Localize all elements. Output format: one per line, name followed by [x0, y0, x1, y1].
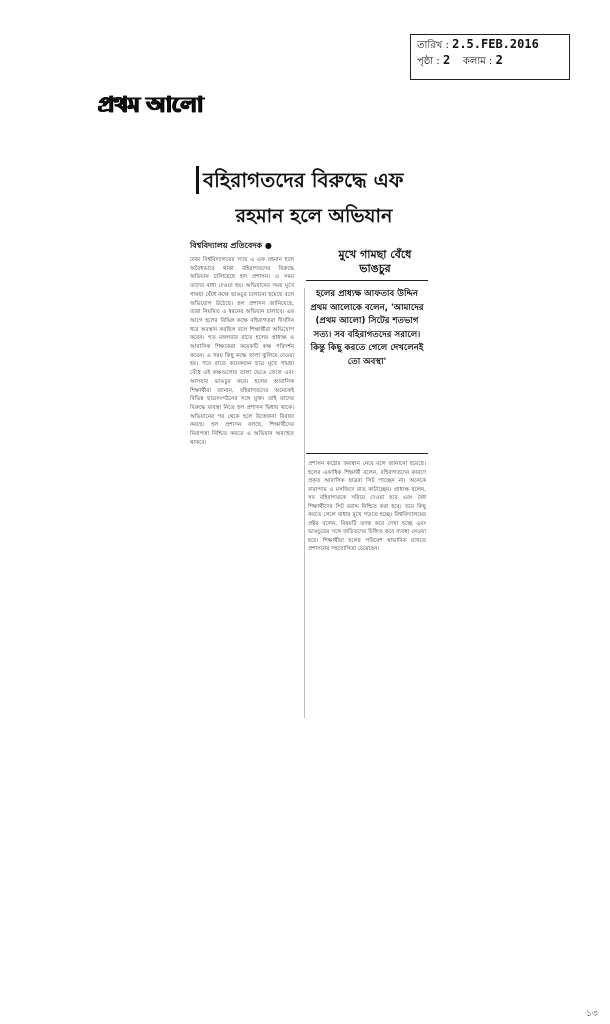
- subhead-divider: [306, 280, 428, 281]
- body-column-1: ঢাকা বিশ্ববিদ্যালয়ের স্যার এ এফ রহমান হলে অবৈধভাবে থাকা বহিরাগতদের বিরুদ্ধে অভিযান চালিয়েছে হল প্রশাসন। এ সময় তাদের বাধা দেওয়া হয়। অভিযানের সময় মুখে গামছা বেঁধে কক্ষে ভাঙচুর চালানো হয়েছে বলে অভিযোগ উঠেছে। হল প্রশাসন জানিয়েছে, তারা নিয়মিত এ ধরনের অভিযান চালাবে। এর আগে হলের বিভিন্ন কক্ষে বহিরাগতরা দীর্ঘদিন ধরে অবস্থান করছিল বলে শিক্ষার্থীরা অভিযোগ করেন। গত মঙ্গলবার রাতে হলের প্রাধ্যক্ষ ও আবাসিক শিক্ষকেরা কয়েকটি কক্ষ পরিদর্শন করেন। এ সময় কিছু কক্ষে তালা ঝুলিয়ে দেওয়া হয়। পরে রাতে কয়েকজন ছাত্র মুখে গামছা বেঁধে ওই কক্ষগুলোর তালা ভেঙে ফেলে এবং আসবাব ভাঙচুর করে। হলের আবাসিক শিক্ষার্থীরা জানান, বহিরাগতদের অনেকেই বিভিন্ন ছাত্রসংগঠনের সঙ্গে যুক্ত। তাই তাদের বিরুদ্ধে ব্যবস্থা নিতে হল প্রশাসন দ্বিধায় থাকে। অভিযানের পর থেকে হলে উত্তেজনা বিরাজ করছে। হল প্রশাসন বলছে, শিক্ষার্থীদের নিরাপত্তা নিশ্চিত করতে এ অভিযান অব্যাহত থাকবে।: [190, 257, 294, 446]
- headline-line-1: বহিরাগতদের বিরুদ্ধে এফ: [196, 166, 437, 194]
- column-divider: [304, 288, 305, 718]
- stamp-page-label: পৃষ্ঠা: [417, 56, 434, 67]
- pull-quote: হলের প্রাধ্যক্ষ আফতাব উদ্দিন প্রথম আলোকে বলেন, 'আমাদের (প্রথম আলো) সিটের শতভাগ সত্য। সব বহিরাগতদের সরালে। কিন্তু কিছু করতে গেলে দেখলেনই তো অবস্থা': [310, 289, 424, 367]
- stamp-date-value: 2.5.FEB.2016: [452, 37, 539, 51]
- newspaper-masthead: প্রথম আলো: [98, 92, 203, 118]
- headline-line-2: রহমান হলে অভিযান: [235, 205, 393, 227]
- stamp-page-row: পৃষ্ঠা : 2 কলাম : 2: [417, 53, 503, 67]
- subheadline: মুখে গামছা বেঁধে ভাঙচুর: [338, 248, 412, 275]
- byline: বিশ্ববিদ্যালয় প্রতিবেদক ●: [190, 241, 272, 250]
- stamp-page-value: 2: [442, 53, 451, 67]
- quote-divider: [306, 453, 428, 454]
- stamp-column-label: কলাম: [462, 56, 486, 67]
- stamp-date-label: তারিখ: [417, 40, 443, 51]
- body-column-2: প্রশাসন কঠোর অবস্থান নেবে বলে জানানো হয়েছে। হলের একাধিক শিক্ষার্থী বলেন, বহিরাগতদের কারণে প্রকৃত আবাসিক ছাত্ররা সিট পাচ্ছেন না। অনেকে বারান্দায় ও মসজিদে রাত কাটাচ্ছেন। প্রাধ্যক্ষ বলেন, সব বহিরাগতকে সরিয়ে দেওয়া হবে এবং বৈধ শিক্ষার্থীদের সিট বরাদ্দ নিশ্চিত করা হবে। তবে কিছু করতে গেলে বাধার মুখে পড়তে হচ্ছে। বিশ্ববিদ্যালয়ের প্রক্টর বলেন, বিষয়টি তদন্ত করে দেখা হচ্ছে এবং ভাঙচুরের সঙ্গে জড়িতদের চিহ্নিত করে ব্যবস্থা নেওয়া হবে। শিক্ষার্থীরা হলের পরিবেশ স্বাভাবিক রাখতে প্রশাসনের সহযোগিতা চেয়েছেন।: [308, 461, 426, 552]
- news-clipping: [190, 158, 430, 748]
- stamp-column-value: 2: [495, 53, 503, 67]
- stamp-date-row: তারিখ : 2.5.FEB.2016: [417, 37, 539, 51]
- corner-page-mark: ১৩: [586, 1009, 598, 1019]
- archive-stamp: [410, 34, 570, 80]
